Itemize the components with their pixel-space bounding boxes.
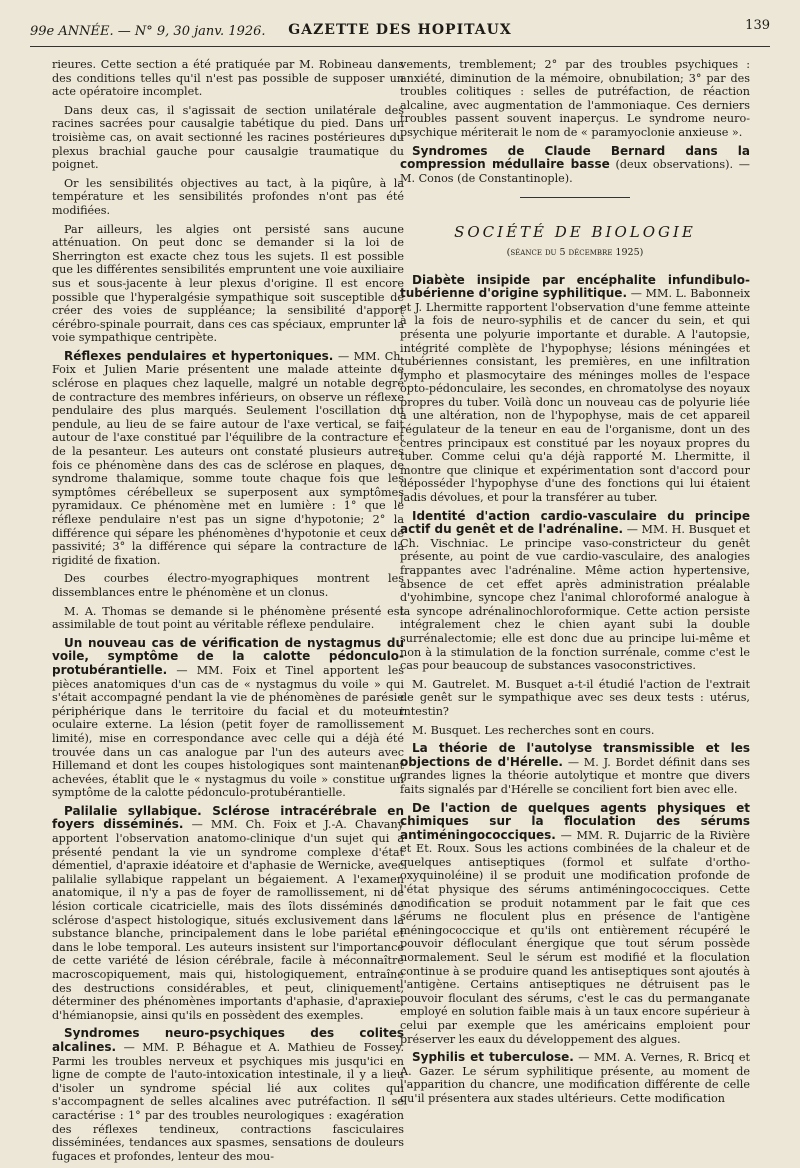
article-title: Diabète insipide par encéphalite infundibulo-tubérienne d'origine syphilitique. [400, 272, 750, 301]
paragraph: Dans deux cas, il s'agissait de section unilatérale des racines sacrées pour causalgie tabétique du pied. Dans un troisième cas, on avait sectionné les racines postérieures du plexus brachial gauche pour causalgie traumatique du poignet. [52, 103, 404, 172]
article-palilalie [52, 805, 404, 1023]
article-body: — MM. Foix et Tinel apportent les pièces anatomiques d'un cas de « nystagmus du voile » qui s'était accompagné pendant la vie de phénomènes de parésie périphérique dans le territoire du facial et du moteur oculaire externe. La lésion (petit foyer de ramollissement limité), mise en correspondance avec celle qui a déjà été trouvée dans un cas analogue par l'un des auteurs avec Hillemand et dont les coupes histologiques sont maintenant achevées, établit que le « nystagmus du voile » constitue un symptôme de la calotte pédonculo-protubérantielle. [52, 663, 404, 800]
paragraph: Par ailleurs, les algies ont persisté sans aucune atténuation. On peut donc se demander si la loi de Sherrington est exacte chez tous les sujets. Il est possible que les différentes sensibilités empruntent une voie auxiliaire sus et sous-jacente à leur plexus d'origine. Il est encore possible que l'hyperalgésie sympathique soit susceptible de créer des voies de suppléance; la sensibilité d'apport cérébro-spinale pourrait, dans ces cas spéciaux, emprunter la voie sympathique centripète. [52, 222, 404, 345]
article-title: Syphilis et tuberculose. [412, 1050, 574, 1065]
article-body: — MM. A. Vernes, R. Bricq et A. Gazer. Le sérum syphilitique présente, au moment de l'apparition du chancre, une modification différente de celle qu'il présentera aux stades ultérieurs. Cette modification [400, 1051, 750, 1105]
paragraph: Des courbes électro-myographiques montrent les dissemblances entre le phénomène et un clonus. [52, 572, 404, 599]
article-genet [400, 510, 750, 673]
article-nystagmus [52, 637, 404, 800]
article-title: Palilalie syllabique. Sclérose intracérébrale en foyers disséminés. [52, 803, 404, 832]
right-column [400, 58, 750, 1111]
article-title: La théorie de l'autolyse transmissible et les objections de d'Hérelle. [400, 741, 750, 769]
article-title: Réflexes pendulaires et hypertoniques. [64, 348, 334, 363]
article-colites [52, 1027, 404, 1163]
article-diabete [400, 274, 750, 505]
article-body: (deux observations). — M. Conos (de Constantinople). [400, 158, 750, 185]
article-autolyse [400, 742, 750, 796]
issue-info: 99e ANNÉE. — N° 9, 30 janv. 1926. [30, 24, 266, 39]
header-rule [30, 46, 770, 47]
paragraph: M. A. Thomas se demande si le phénomène présenté est assimilable de tout point au véritable réflexe pendulaire. [52, 604, 404, 632]
article-title: Un nouveau cas de vérification de nystagmus du voile, symptôme de la calotte pédonculo-protubérantielle. [52, 635, 404, 677]
journal-title: GAZETTE DES HOPITAUX [288, 22, 512, 38]
article-reflexes [52, 350, 404, 568]
article-claude-bernard [400, 145, 750, 186]
paragraph: rieures. Cette section a été pratiquée par M. Robineau dans des conditions telles qu'il n'est pas possible de supposer un acte opératoire incomplet. [52, 58, 404, 99]
article-body: présentent une malade atteinte de sclérose en plaques chez laquelle, malgré un notable degré de contracture des membres inférieurs, on observe un réflexe pendulaire des plus marqués. Seulement l'oscillation du pendule, au lieu de se faire autour de l'axe vertical, se fait autour de l'axe constitué par l'équilibre de la contracture et de la pesanteur. Les auteurs ont constaté plusieurs autres fois ce phénomène dans des cas de sclérose en plaques, de syndrome thalamique, somme toute chaque fois que les symptômes cérébelleux se superposent aux symptômes pyramidaux. Ce phénomène met en lumière : 1° que le réflexe pendulaire n'est pas un signe d'hypotonie; 2° la différence qui sépare les phénomènes d'hypotonie et ceux de passivité; 3° la différence qui sépare la contracture de la rigidité de fixation. [52, 363, 405, 567]
page-header [30, 18, 770, 44]
article-body: — MM. H. Busquet et Ch. Vischniac. Le principe vaso-constricteur du genêt présente, au point de vue cardio-vasculaire, des analogies frappantes avec l'adrénaline. Même action hypertensive, absence de cet effet après administration préalable d'yohimbine, syncope chez l'animal chloroformé analogue à la syncope adrénalinochloroformique. Cette action persiste intégralement chez le chien ayant subi la double surrénalectomie; elle est donc due au principe lui-même et non à la stimulation de la fonction surrénale, comme c'est le cas pour beaucoup de substances vasoconstrictives. [400, 523, 750, 673]
left-column [52, 58, 404, 1168]
article-syphilis [400, 1051, 750, 1105]
article-body: — MM. P. Béhague et A. Mathieu de Fossey. Parmi les troubles nerveux et psychiques mis jusqu'ici en ligne de compte de l'auto-intoxication intestinale, il y a lieu d'isoler un syndrome spécial lié aux colites qui s'accompagnent de selles alcalines avec putréfaction. Il se caractérise : 1° par des troubles neurologiques : exagération des réflexes tendineux, contractions fasciculaires disséminées, tendances aux spasmes, sensations de douleurs fugaces et profondes, lenteur des mou- [52, 1040, 405, 1163]
society-title: SOCIÉTÉ DE BIOLOGIE [454, 223, 696, 242]
article-title: De l'action de quelques agents physiques et chimiques sur la floculation des sérums antiméningococciques. [400, 800, 750, 842]
article-body: — MM. L. Babonneix et J. Lhermitte rapportent l'observation d'une femme atteinte à la fois de neuro-syphilis et de cancer du sein, et qui présenta une polyurie importante et durable. A l'autopsie, intégrité complète de l'hypophyse; lésions méningées et tubériennes consistant, les premières, en une infiltration lympho et plasmocytaire des méninges molles de l'espace opto-pédonculaire, les secondes, en chromatolyse des noyaux propres du tuber. Voilà donc un nouveau cas de polyurie liée à une altération, non de l'hypophyse, mais de cet appareil régulateur de la teneur en eau de l'organisme, dont un des centres principaux est constitué par les noyaux propres du tuber. Comme celui qu'a déjà rapporté M. Lhermitte, il montre que clinique et expérimentation sont d'accord pour déposséder l'hypophyse d'une des fonctions qui lui étaient jadis dévolues, et pour la transférer au tuber. [400, 287, 751, 505]
page-number: 139 [745, 18, 770, 33]
article-title: Identité d'action cardio-vasculaire du principe actif du genêt et de l'adrénaline. [400, 508, 750, 537]
paragraph: M. Busquet. Les recherches sont en cours. [412, 723, 655, 737]
article-title: Syndromes neuro-psychiques des colites alcalines. [52, 1026, 404, 1054]
article-title: Syndromes de Claude Bernard dans la compression médullaire basse [400, 143, 750, 172]
article-authors: — MM. Ch. Foix et Julien Marie [52, 349, 405, 377]
article-floculation [400, 802, 750, 1047]
section-separator [520, 197, 630, 198]
paragraph: M. Gautrelet. M. Busquet a-t-il étudié l'action de l'extrait de genêt sur le sympathique avec ses deux tests : utérus, intestin? [400, 677, 750, 718]
article-body: — M. J. Bordet définit dans ses grandes lignes la théorie autolytique et montre que divers faits signalés par d'Hérelle se concilient fort bien avec elle. [400, 755, 750, 796]
article-body: — MM. R. Dujarric de la Rivière et Et. Roux. Sous les actions combinées de la chaleur et de quelques antiseptiques (formol et sulfate d'ortho-oxyquinoléine) il se produit une modification profonde de l'état physique des sérums antiméningococciques. Cette modification se produit notamment par le fait que ces sérums ne floculent plus en présence de l'antigène méningococcique et qu'ils ont entièrement récupéré le pouvoir défloculant énergique que tout sérum possède normalement. Seul le sérum est modifié et la floculation continue à se produire quand les antiseptiques sont ajoutés à l'antigène. Certains antiseptiques ne détruisent pas le pouvoir floculant des sérums, c'est le cas du permanganate employé en solution faible mais à un taux encore supérieur à celui par exemple que les américains emploient pour préserver les eaux du développement des algues. [400, 828, 751, 1046]
article-body: — MM. Ch. Foix et J.-A. Chavany apportent l'observation anatomo-clinique d'un sujet qui a présenté pendant la vie un syndrome complexe d'état démentiel, d'apraxie idéatoire et d'aphasie de Wernicke, avec palilalie syllabique rappelant un bégaiement. A l'examen anatomique, il n'y a pas de foyer de ramollissement, ni de lésion corticale cicatricielle, mais des îlots disséminés de sclérose d'aspect histologique, situés exclusivement dans la substance blanche, principalement dans le lobe pariétal et dans le lobe temporal. Les auteurs insistent sur l'importance de cette variété de lésion cérébrale, facile à méconnaître macroscopiquement, mais qui, histologiquement, entraîne des destructions considérables, et peut, cliniquement, déterminer des phénomènes importants d'aphasie, d'apraxie, d'hémianopsie, ainsi qu'ils en possèdent des exemples. [52, 818, 404, 1022]
paragraph: vements, tremblement; 2° par des troubles psychiques : anxiété, diminution de la mémoire, obnubilation; 3° par des troubles colitiques : selles de putréfaction, de réaction alcaline, avec augmentation de l'ammoniaque. Ces derniers troubles passent souvent inaperçus. Le syndrome neuro-psychique mériterait le nom de « paramyoclonie anxieuse ». [400, 58, 750, 139]
paragraph: Or les sensibilités objectives au tact, à la piqûre, à la température et les sensibilités profondes n'ont pas été modifiées. [52, 176, 404, 217]
seance-date: (séance du 5 décembre 1925) [506, 246, 644, 258]
